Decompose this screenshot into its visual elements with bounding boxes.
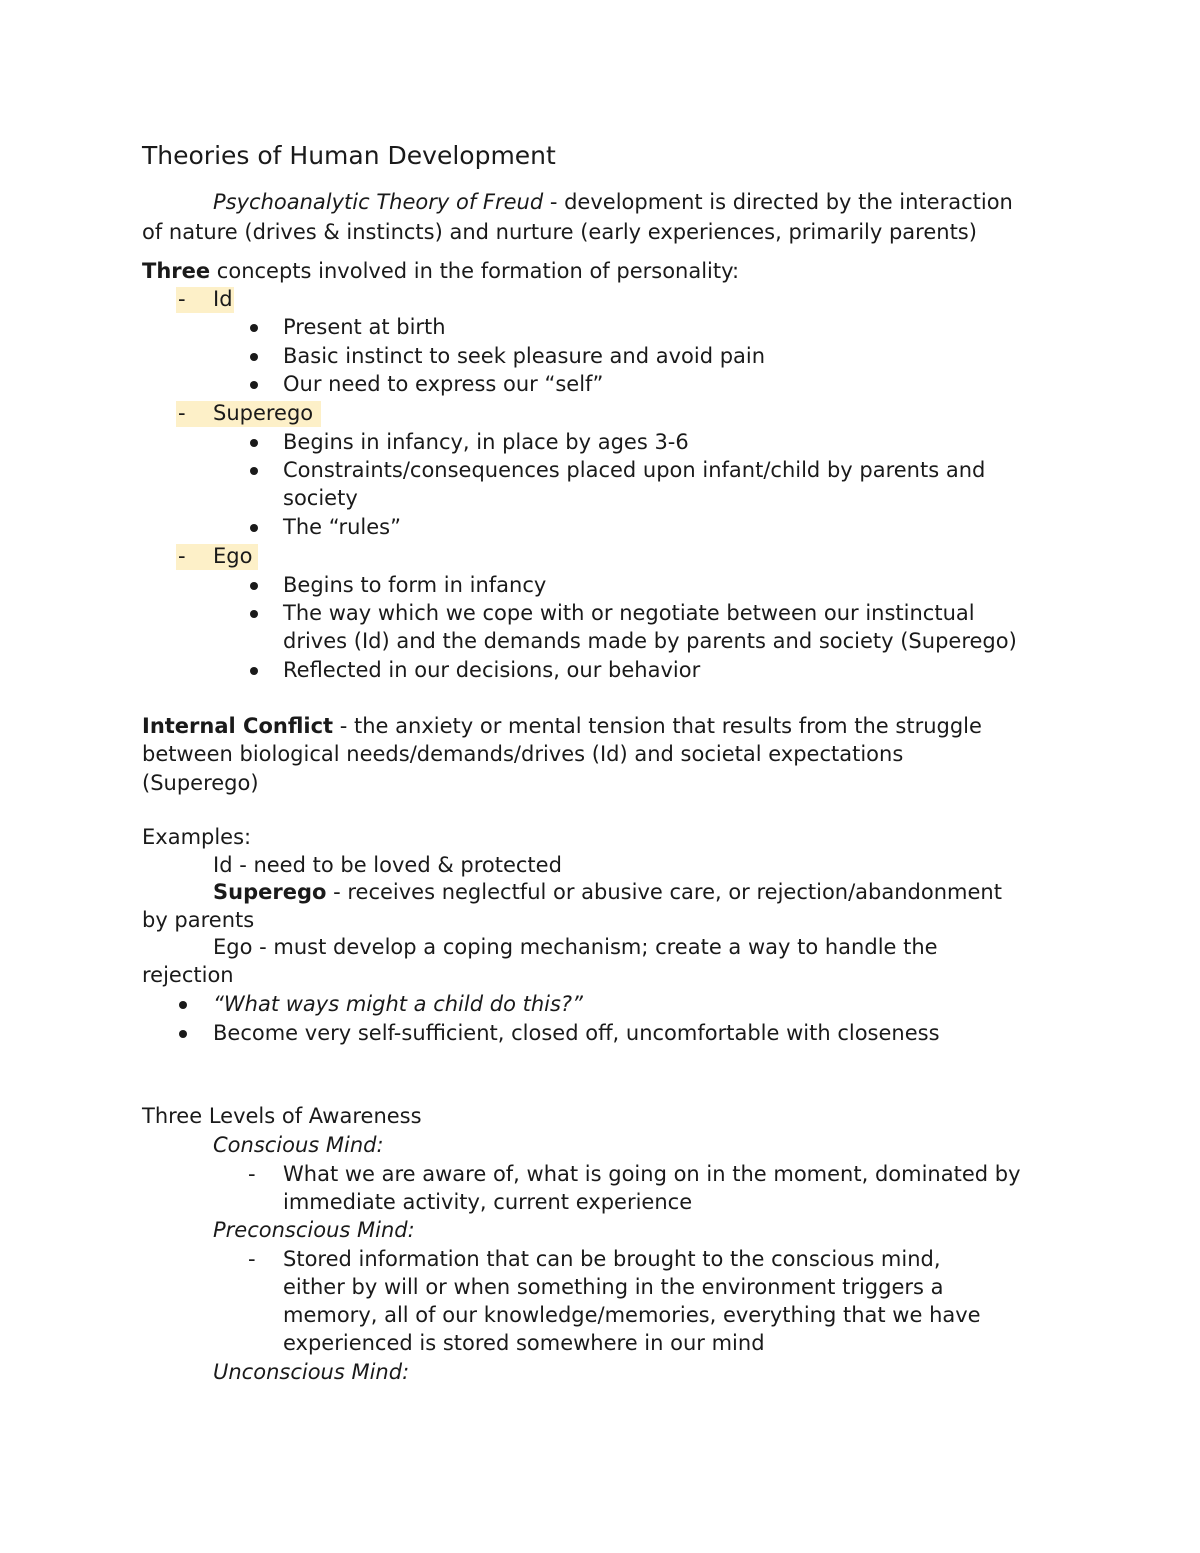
preconscious-line: experienced is stored somewhere in our mind [283,1331,765,1355]
bullet-icon [179,1001,187,1009]
id-dash: - [178,287,186,311]
ego-label: Ego [213,544,253,568]
bullet-icon [250,324,258,332]
examples-heading: Examples: [142,825,252,849]
preconscious-line: either by will or when something in the environment triggers a [283,1275,944,1299]
conscious-line: immediate activity, current experience [283,1190,693,1214]
bullet-icon [250,582,258,590]
internal-conflict-line-2: between biological needs/demands/drives (Id) and societal expectations [142,742,904,766]
examples-bullet [213,990,583,1018]
unconscious-label [213,1358,409,1386]
concepts-lead [142,257,739,285]
id-item: Present at birth [283,315,446,339]
bullet-icon [250,353,258,361]
id-label: Id [213,287,233,311]
intro-line-1-rest: - development is directed by the interaction [543,190,1013,214]
bullet-icon [179,1030,187,1038]
bullet-icon [250,439,258,447]
ego-item: The way which we cope with or negotiate between our instinctual [283,601,975,625]
page-title: Theories of Human Development [142,141,556,170]
preconscious-label-text: Preconscious Mind: [213,1218,415,1242]
concepts-lead-bold: Three [142,259,211,283]
examples-superego-rest: - receives neglectful or abusive care, or rejection/abandonment [326,880,1002,904]
superego-item: Begins in infancy, in place by ages 3-6 [283,430,689,454]
internal-conflict-term: Internal Conflict [142,714,334,738]
bullet-icon [250,467,258,475]
preconscious-dash: - [248,1247,256,1271]
preconscious-label [213,1216,415,1244]
ego-item-cont: drives (Id) and the demands made by parents and society (Superego) [283,629,1017,653]
bullet-icon [250,381,258,389]
examples-ego-cont: rejection [142,963,234,987]
intro-term: Psychoanalytic Theory of Freud [213,190,544,214]
bullet-icon [250,524,258,532]
conscious-line: What we are aware of, what is going on in the moment, dominated by [283,1162,1021,1186]
examples-superego [213,878,1002,906]
examples-superego-term: Superego [213,880,327,904]
ego-dash: - [178,544,186,568]
superego-dash: - [178,401,186,425]
examples-id: Id - need to be loved & protected [213,853,562,877]
bullet-icon [250,667,258,675]
examples-ego: Ego - must develop a coping mechanism; create a way to handle the [213,935,938,959]
superego-item: Constraints/consequences placed upon infant/child by parents and [283,458,986,482]
superego-label: Superego [213,401,314,425]
internal-conflict-line-1 [142,712,982,740]
superego-item-cont: society [283,486,358,510]
id-item: Our need to express our “self” [283,372,604,396]
examples-superego-cont: by parents [142,908,255,932]
intro-line-2: of nature (drives & instincts) and nurture (early experiences, primarily parents) [142,220,977,244]
intro-line-1 [213,188,1013,216]
examples-bullet: Become very self-sufficient, closed off, uncomfortable with closeness [213,1021,940,1045]
ego-item: Begins to form in infancy [283,573,547,597]
examples-question: “What ways might a child do this?” [213,992,583,1016]
concepts-lead-rest: concepts involved in the formation of personality: [210,259,740,283]
preconscious-line: Stored information that can be brought to the conscious mind, [283,1247,941,1271]
superego-item: The “rules” [283,515,401,539]
ego-item: Reflected in our decisions, our behavior [283,658,701,682]
id-item: Basic instinct to seek pleasure and avoid pain [283,344,766,368]
conscious-label-text: Conscious Mind: [213,1133,384,1157]
conscious-dash: - [248,1162,256,1186]
bullet-icon [250,610,258,618]
preconscious-line: memory, all of our knowledge/memories, everything that we have [283,1303,981,1327]
awareness-heading: Three Levels of Awareness [142,1104,422,1128]
internal-conflict-rest: - the anxiety or mental tension that results from the struggle [333,714,982,738]
unconscious-label-text: Unconscious Mind: [213,1360,410,1384]
internal-conflict-line-3: (Superego) [142,771,259,795]
conscious-label [213,1131,384,1159]
